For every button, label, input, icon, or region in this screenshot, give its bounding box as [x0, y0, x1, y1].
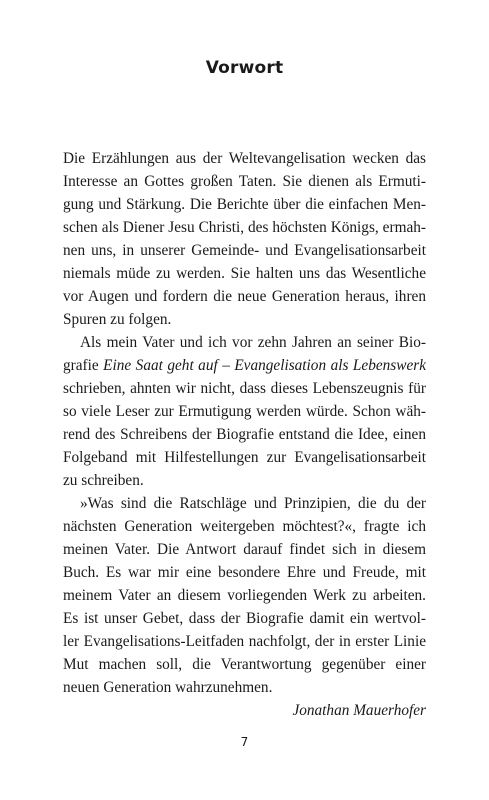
text-line: neuen Generation wahrzunehmen. — [63, 679, 273, 696]
text-line: ler Evangelisations-Leitfaden nachfolgt, der in erster Linie — [63, 633, 426, 650]
text-line: Interesse an Gottes großen Taten. Sie dienen als Ermuti- — [63, 173, 426, 190]
paragraph-1 — [63, 147, 426, 331]
paragraph-2 — [63, 331, 426, 492]
chapter-title: Vorwort — [205, 58, 284, 78]
text-line: nächsten Generation weitergeben möchtest?«, fragte ich — [63, 518, 426, 535]
page-number: 7 — [240, 735, 249, 749]
text-line: Die Erzählungen aus der Weltevangelisation wecken das — [63, 150, 426, 167]
paragraph-3 — [63, 492, 426, 699]
text-line-with-title — [63, 354, 426, 377]
text-line: Folgeband mit Hilfestellungen zur Evangelisationsarbeit — [63, 449, 426, 466]
author-signature: Jonathan Mauerhofer — [292, 702, 426, 719]
foreword-body — [63, 147, 426, 722]
text-line: Mut machen soll, die Verantwortung gegenüber einer — [63, 656, 426, 673]
text-line: rend des Schreibens der Biografie entstand die Idee, einen — [63, 426, 426, 443]
text-line: »Was sind die Ratschläge und Prinzipien, die du der — [80, 495, 426, 512]
text-line: meinen Vater. Die Antwort darauf findet sich in diesem — [63, 541, 426, 558]
text-line: zu schreiben. — [63, 472, 144, 489]
text-line: niemals müde zu werden. Sie halten uns das Wesentliche — [63, 265, 426, 282]
text-line: so viele Leser zur Ermutigung werden würde. Schon wäh- — [63, 403, 426, 420]
text-line: meinem Vater an diesem vorliegenden Werk zu arbeiten. — [63, 587, 426, 604]
text-line: schrieben, ahnten wir nicht, dass dieses Lebenszeugnis für — [63, 380, 426, 397]
text-line: Es ist unser Gebet, dass der Biografie damit ein wertvol- — [63, 610, 426, 627]
text-line: Buch. Es war mir eine besondere Ehre und Freude, mit — [63, 564, 426, 581]
text-line: Spuren zu folgen. — [63, 311, 172, 328]
book-title: Eine Saat geht auf – Evangelisation als Lebenswerk — [103, 357, 426, 374]
text-line: nen uns, in unserer Gemeinde- und Evangelisationsarbeit — [63, 242, 426, 259]
text-line: gung und Stärkung. Die Berichte über die einfachen Men- — [63, 196, 426, 213]
text-fragment: grafie — [63, 357, 104, 374]
text-line: Als mein Vater und ich vor zehn Jahren an seiner Bio- — [80, 334, 426, 351]
text-line: schen als Diener Jesu Christi, des höchsten Königs, ermah- — [63, 219, 426, 236]
text-line: vor Augen und fordern die neue Generation heraus, ihren — [63, 288, 426, 305]
